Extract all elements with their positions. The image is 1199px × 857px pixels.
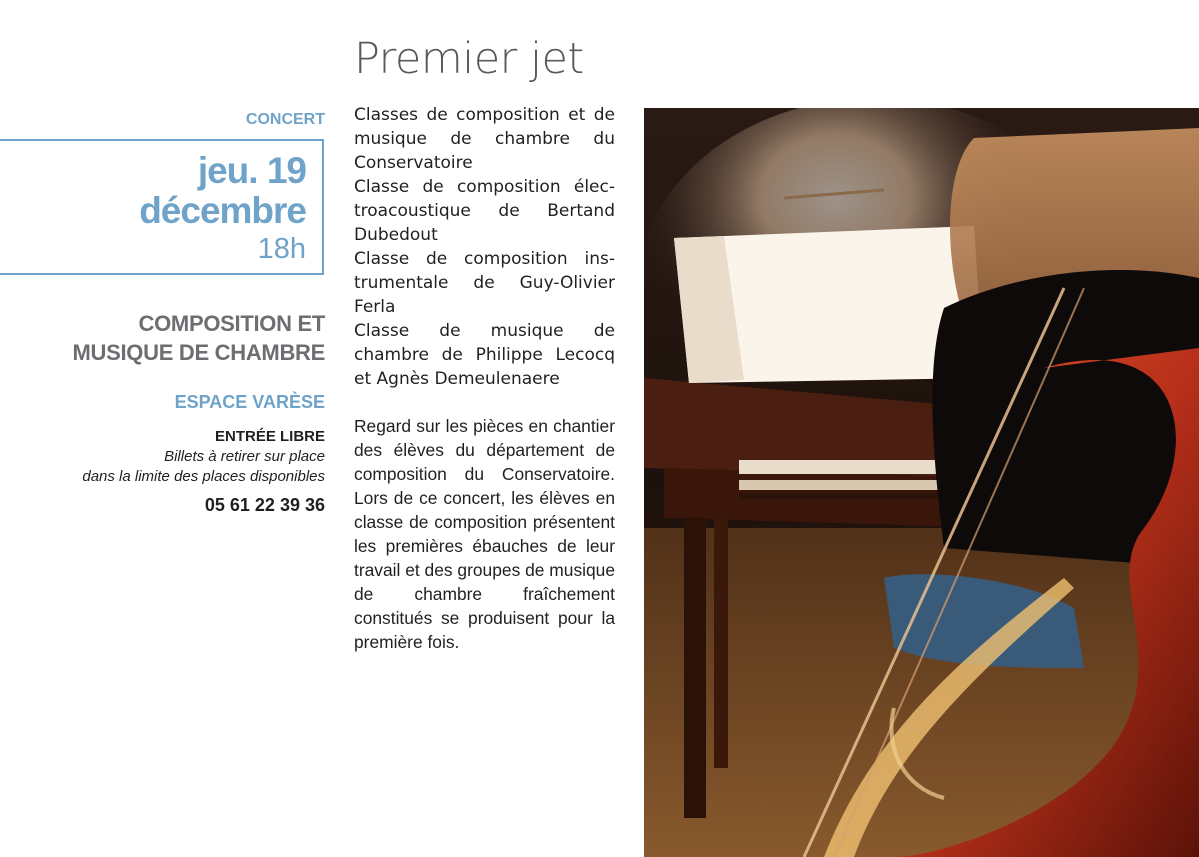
ticket-info-line2: dans la limite des places disponibles — [82, 468, 325, 485]
event-category: CONCERT — [245, 111, 325, 128]
event-date-day: jeu. 19 — [197, 150, 306, 191]
class-item: Classe de musique de chambre de Philippe Lecocq et Agnès Demeulenaere — [354, 321, 615, 389]
event-photo — [644, 108, 1199, 857]
class-list — [354, 103, 615, 391]
page-title: Premier jet — [354, 34, 584, 84]
event-venue: ESPACE VARÈSE — [174, 392, 325, 412]
phone-number: 05 61 22 39 36 — [204, 495, 325, 515]
admission-label: ENTRÉE LIBRE — [214, 428, 325, 445]
date-box — [0, 139, 324, 275]
class-item: Classe de composition électroacoustique de Bertand Dubedout — [354, 177, 615, 245]
event-time: 18h — [257, 233, 306, 265]
event-title-line1: COMPOSITION ET — [138, 311, 325, 336]
class-item: Classes de composition et de musique de chambre du Conservatoire — [354, 105, 615, 173]
event-title-line2: MUSIQUE DE CHAMBRE — [72, 340, 325, 365]
ticket-info — [5, 447, 325, 487]
event-date-month: décembre — [139, 190, 306, 231]
photo-musician-at-keyboard-icon — [644, 108, 1199, 857]
ticket-info-line1: Billets à retirer sur place — [164, 448, 325, 465]
event-description: Regard sur les pièces en chantier des élèves du département de composition du Conservatoire. Lors de ce concert, les élèves en classe de composition présentent les premières ébauches de leur travail et des groupes de musique de chambre fraîchement constitués se produisent pour la première fois. — [354, 416, 616, 652]
class-item: Classe de composition instrumentale de Guy-Olivier Ferla — [354, 249, 615, 317]
event-title — [0, 309, 325, 367]
